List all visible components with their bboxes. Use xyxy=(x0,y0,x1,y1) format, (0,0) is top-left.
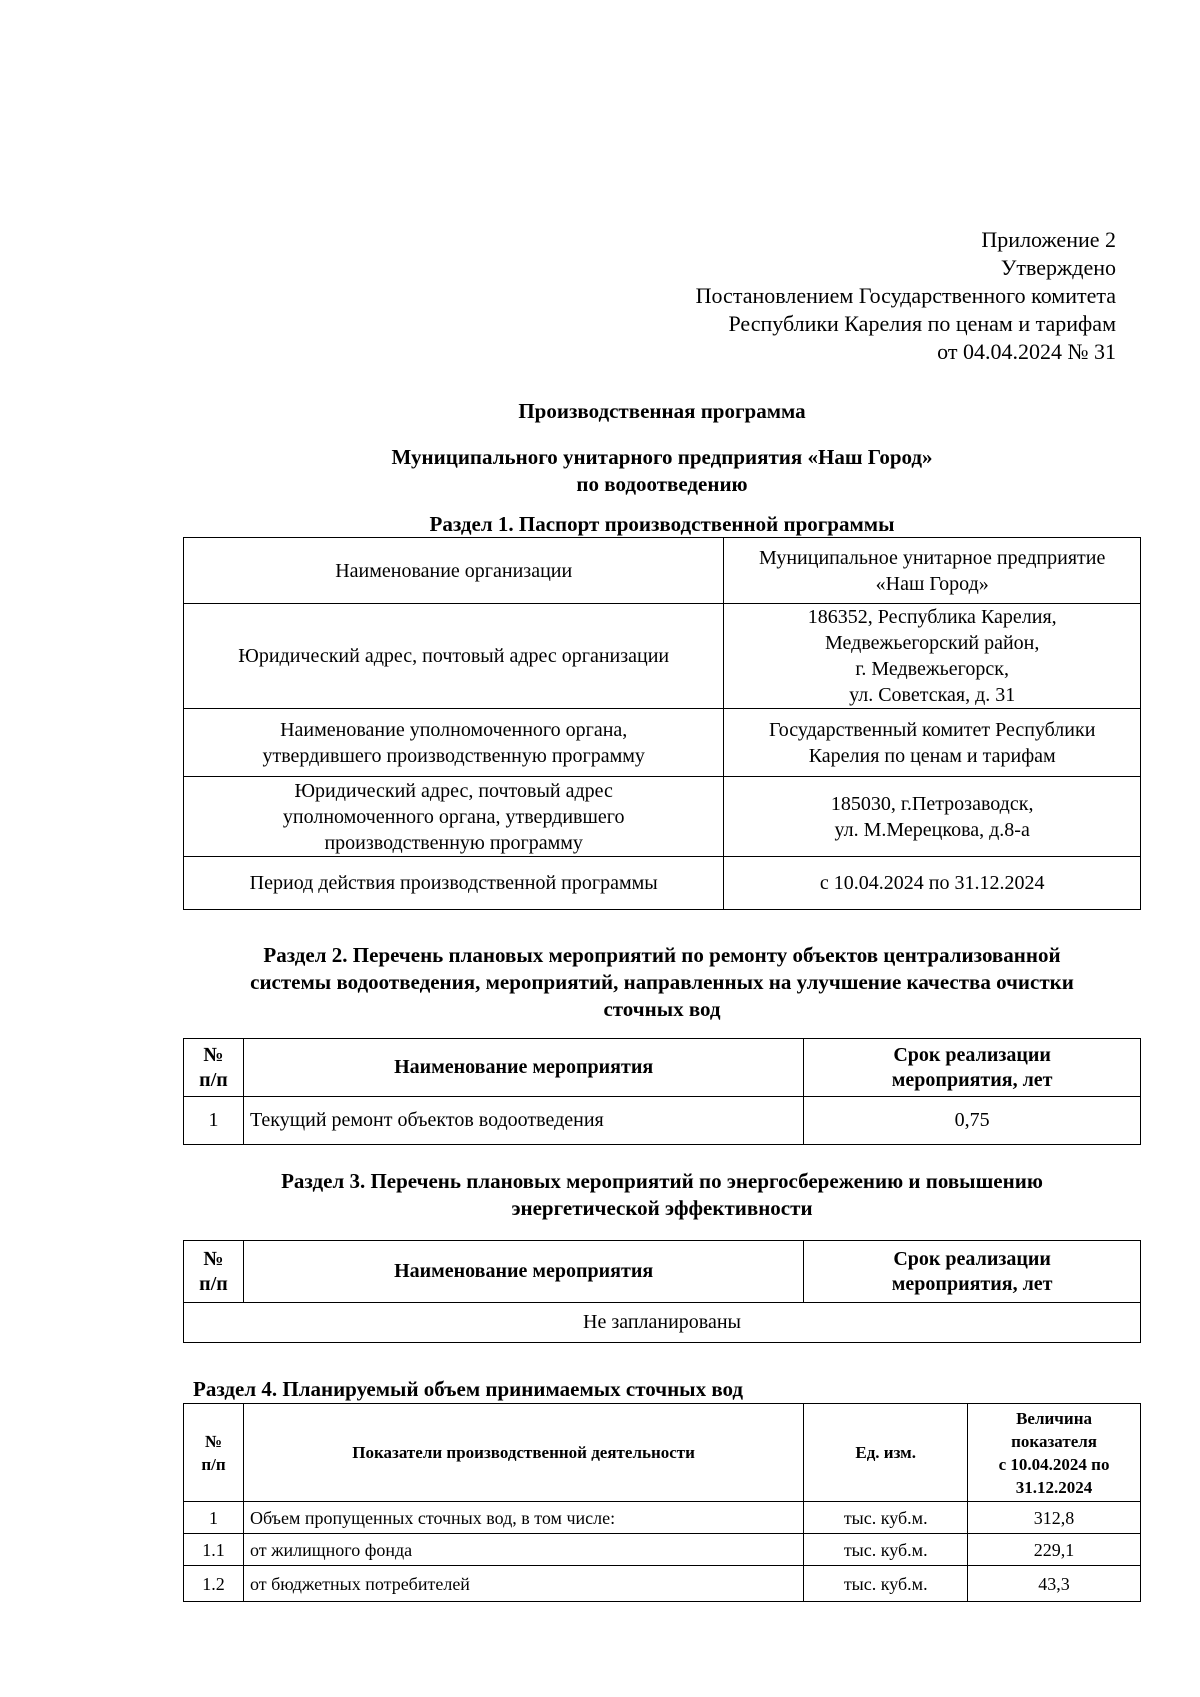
col-header-num: № п/п xyxy=(184,1404,244,1502)
approval-authority-line2: Республики Карелия по ценам и тарифам xyxy=(728,311,1116,336)
row-value: 229,1 xyxy=(968,1534,1141,1566)
section1-title: Раздел 1. Паспорт производственной программы xyxy=(429,512,895,536)
row-num: 1.2 xyxy=(184,1566,244,1602)
col-header-unit: Ед. изм. xyxy=(804,1404,968,1502)
section2-title: Раздел 2. Перечень плановых мероприятий по ремонту объектов централизованной системы водоотведения, мероприятий, направленных на улучшение качества очистки сточных вод xyxy=(250,943,1074,1021)
passport-table xyxy=(183,537,1141,910)
table-row xyxy=(184,1566,1141,1602)
row-unit: тыс. куб.м. xyxy=(804,1534,968,1566)
row-num: 1.1 xyxy=(184,1534,244,1566)
label-cell: Юридический адрес, почтовый адрес организации xyxy=(184,604,724,709)
table-header-row xyxy=(184,1039,1141,1097)
label-cell: Наименование уполномоченного органа, утвердившего производственную программу xyxy=(184,709,724,777)
section4-title: Раздел 4. Планируемый объем принимаемых сточных вод xyxy=(193,1377,744,1401)
col-header-num: № п/п xyxy=(184,1241,244,1303)
table-header-row xyxy=(184,1404,1141,1502)
table-row xyxy=(184,1303,1141,1343)
row-term: 0,75 xyxy=(804,1097,1141,1145)
repair-measures-table xyxy=(183,1038,1141,1145)
approved-label: Утверждено xyxy=(1000,255,1116,280)
table-row xyxy=(184,1534,1141,1566)
row-name: Текущий ремонт объектов водоотведения xyxy=(243,1097,803,1145)
value-cell: 186352, Республика Карелия, Медвежьегорский район, г. Медвежьегорск, ул. Советская, д. 31 xyxy=(724,604,1141,709)
table-row xyxy=(184,1097,1141,1145)
table-row xyxy=(184,604,1141,709)
value-cell: 185030, г.Петрозаводск, ул. М.Мерецкова, д.8-а xyxy=(724,777,1141,857)
section3-title: Раздел 3. Перечень плановых мероприятий по энергосбережению и повышению энергетической эффективности xyxy=(281,1169,1043,1220)
row-unit: тыс. куб.м. xyxy=(804,1566,968,1602)
label-cell: Юридический адрес, почтовый адрес уполномоченного органа, утвердившего производственную программу xyxy=(184,777,724,857)
col-header-term: Срок реализации мероприятия, лет xyxy=(804,1039,1141,1097)
row-value: 312,8 xyxy=(968,1502,1141,1534)
col-header-name: Наименование мероприятия xyxy=(243,1241,803,1303)
row-value: 43,3 xyxy=(968,1566,1141,1602)
empty-note: Не запланированы xyxy=(184,1303,1141,1343)
row-indicator: от жилищного фонда xyxy=(243,1534,803,1566)
table-row xyxy=(184,857,1141,910)
row-unit: тыс. куб.м. xyxy=(804,1502,968,1534)
col-header-indicator: Показатели производственной деятельности xyxy=(243,1404,803,1502)
organization-title: Муниципального унитарного предприятия «Наш Город» xyxy=(391,445,933,469)
table-row xyxy=(184,777,1141,857)
wastewater-volume-table xyxy=(183,1403,1141,1602)
table-row xyxy=(184,709,1141,777)
program-subject: по водоотведению xyxy=(576,472,748,496)
appendix-header xyxy=(600,226,1116,366)
row-indicator: Объем пропущенных сточных вод, в том числе: xyxy=(243,1502,803,1534)
row-num: 1 xyxy=(184,1097,244,1145)
approval-authority-line1: Постановлением Государственного комитета xyxy=(695,283,1116,308)
col-header-name: Наименование мероприятия xyxy=(243,1039,803,1097)
table-row xyxy=(184,1502,1141,1534)
col-header-num: № п/п xyxy=(184,1039,244,1097)
row-indicator: от бюджетных потребителей xyxy=(243,1566,803,1602)
table-row xyxy=(184,538,1141,604)
value-cell: Муниципальное унитарное предприятие «Наш Город» xyxy=(724,538,1141,604)
document-title: Производственная программа xyxy=(518,399,806,423)
value-cell: Государственный комитет Республики Карелия по ценам и тарифам xyxy=(724,709,1141,777)
appendix-number: Приложение 2 xyxy=(981,227,1116,252)
table-header-row xyxy=(184,1241,1141,1303)
energy-measures-table xyxy=(183,1240,1141,1343)
col-header-value: Величина показателя с 10.04.2024 по 31.12.2024 xyxy=(968,1404,1141,1502)
value-cell: с 10.04.2024 по 31.12.2024 xyxy=(724,857,1141,910)
label-cell: Наименование организации xyxy=(184,538,724,604)
col-header-term: Срок реализации мероприятия, лет xyxy=(804,1241,1141,1303)
label-cell: Период действия производственной программы xyxy=(184,857,724,910)
approval-date: от 04.04.2024 № 31 xyxy=(937,339,1116,364)
row-num: 1 xyxy=(184,1502,244,1534)
